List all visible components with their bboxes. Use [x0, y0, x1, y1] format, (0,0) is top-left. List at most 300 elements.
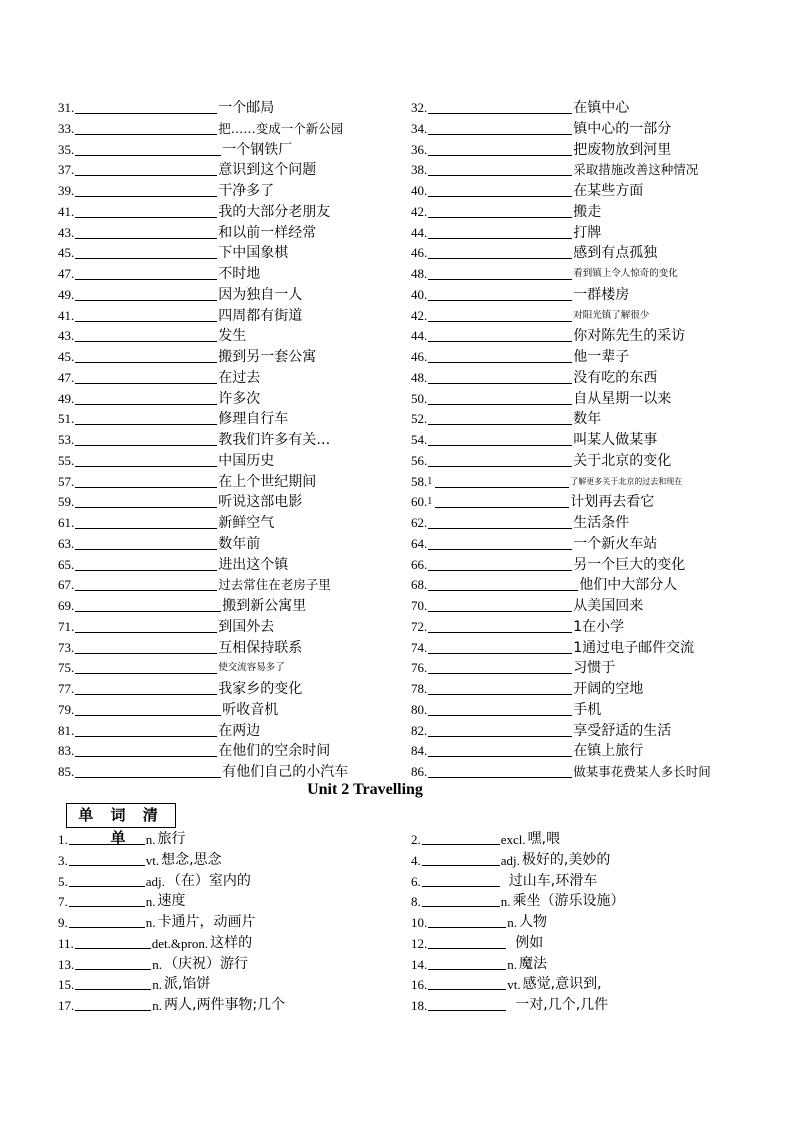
- answer-blank[interactable]: [422, 872, 500, 887]
- answer-blank[interactable]: [428, 99, 572, 114]
- phrase-meaning: 自从星期一以来: [573, 390, 672, 407]
- item-number: 80.: [411, 701, 428, 717]
- item-number: 78.: [411, 681, 428, 696]
- word-row: [411, 911, 547, 931]
- phrase-row: [411, 305, 649, 325]
- phrase-row: [411, 367, 657, 387]
- answer-blank[interactable]: [75, 934, 151, 949]
- answer-blank[interactable]: [428, 639, 572, 654]
- word-row: [411, 849, 610, 869]
- phrase-row: [58, 222, 316, 242]
- phrase-row: [411, 595, 643, 615]
- phrase-row: [411, 201, 601, 221]
- part-of-speech: adj.: [500, 852, 520, 868]
- answer-blank[interactable]: [75, 369, 217, 384]
- phrase-meaning: 在过去: [218, 369, 261, 386]
- item-number: 46.: [411, 245, 428, 261]
- answer-blank[interactable]: [428, 390, 572, 405]
- answer-blank[interactable]: [69, 872, 145, 887]
- item-number: 51.: [58, 411, 75, 427]
- answer-blank[interactable]: [75, 722, 217, 737]
- answer-blank[interactable]: [75, 975, 151, 990]
- answer-blank[interactable]: [75, 763, 221, 778]
- item-number: 79.: [58, 701, 75, 717]
- item-number: 48.: [411, 266, 428, 281]
- phrase-meaning: 在两边: [218, 722, 261, 739]
- answer-blank[interactable]: [428, 244, 572, 259]
- phrase-row: [58, 180, 274, 200]
- item-number: 49.: [58, 286, 75, 302]
- item-number: 81.: [58, 722, 75, 738]
- phrase-meaning: 数年: [573, 411, 602, 428]
- phrase-meaning: 1通过电子邮件交流: [573, 639, 695, 656]
- item-number: 49.: [58, 390, 75, 406]
- answer-blank[interactable]: [428, 410, 572, 425]
- answer-blank[interactable]: [428, 659, 572, 674]
- word-meaning: 魔法: [519, 955, 547, 972]
- item-number: 45.: [58, 349, 75, 364]
- blank-prefix: 1: [427, 496, 433, 508]
- word-row: [58, 828, 186, 848]
- word-meaning: 两人,两件事物;几个: [164, 997, 286, 1013]
- item-number: 61.: [58, 515, 75, 530]
- part-of-speech: n.: [145, 894, 156, 910]
- blank-prefix: 1: [427, 475, 433, 487]
- item-number: 15.: [58, 977, 75, 993]
- word-meaning: （在）室内的: [166, 872, 251, 889]
- phrase-row: [411, 554, 685, 574]
- item-number: 58.: [411, 473, 428, 489]
- word-row: [411, 828, 560, 848]
- answer-blank[interactable]: [75, 265, 217, 280]
- item-number: 16.: [411, 977, 428, 993]
- item-number: 31.: [58, 100, 75, 115]
- phrase-meaning: 中国历史: [218, 452, 275, 469]
- answer-blank[interactable]: [428, 327, 572, 342]
- phrase-row: [58, 450, 274, 470]
- phrase-meaning: 在镇上旅行: [573, 743, 644, 760]
- part-of-speech: det.&pron.: [151, 935, 209, 951]
- phrase-meaning: 干净多了: [218, 183, 275, 199]
- answer-blank[interactable]: [75, 141, 221, 156]
- answer-blank[interactable]: [75, 639, 217, 654]
- phrase-row: [58, 159, 316, 179]
- part-of-speech: n.: [145, 832, 156, 847]
- answer-blank[interactable]: [75, 514, 217, 529]
- item-number: 62.: [411, 515, 428, 530]
- part-of-speech: n.: [145, 915, 156, 930]
- item-number: 64.: [411, 535, 428, 551]
- item-number: 38.: [411, 162, 428, 178]
- item-number: 44.: [411, 328, 428, 344]
- answer-blank[interactable]: [428, 307, 572, 322]
- answer-blank[interactable]: [435, 493, 569, 508]
- phrase-row: [58, 678, 302, 698]
- phrase-row: [411, 263, 678, 283]
- item-number: 72.: [411, 618, 428, 634]
- part-of-speech: n.: [152, 977, 162, 993]
- word-row: [58, 953, 248, 973]
- item-number: 7.: [58, 894, 68, 910]
- item-number: 60.: [411, 494, 428, 510]
- phrase-meaning: 另一个巨大的变化: [573, 556, 686, 573]
- word-row: [58, 994, 285, 1014]
- item-number: 66.: [411, 556, 428, 572]
- phrase-row: [411, 450, 671, 470]
- item-number: 82.: [411, 722, 428, 738]
- answer-blank[interactable]: [69, 913, 145, 928]
- phrase-meaning: 下中国象棋: [218, 245, 289, 262]
- answer-blank[interactable]: [75, 99, 217, 114]
- part-of-speech: n.: [500, 894, 511, 910]
- item-number: 83.: [58, 743, 75, 759]
- phrase-row: [58, 367, 260, 387]
- answer-blank[interactable]: [428, 576, 578, 591]
- answer-blank[interactable]: [75, 473, 217, 488]
- answer-blank[interactable]: [75, 996, 151, 1011]
- item-number: 6.: [411, 873, 421, 889]
- item-number: 40.: [411, 286, 428, 302]
- phrase-meaning: 他们中大部分人: [579, 577, 678, 594]
- item-number: 10.: [411, 915, 428, 930]
- phrase-row: [58, 97, 274, 117]
- item-number: 41.: [58, 307, 75, 323]
- word-meaning: 想念,思念: [161, 851, 222, 868]
- answer-blank[interactable]: [75, 742, 217, 757]
- wordlist-heading: 单 词 清 单: [66, 803, 176, 828]
- word-row: [58, 911, 256, 931]
- phrase-row: [411, 222, 601, 242]
- word-row: [58, 973, 210, 993]
- phrase-meaning: 对阳光镇了解很少: [573, 309, 650, 321]
- answer-blank[interactable]: [428, 934, 506, 949]
- phrase-row: [58, 118, 343, 138]
- phrase-meaning: 他一辈子: [573, 349, 630, 365]
- phrase-row: [58, 720, 260, 740]
- word-meaning: 人物: [519, 914, 547, 930]
- phrase-meaning: 发生: [218, 328, 247, 345]
- part-of-speech: n.: [152, 956, 162, 972]
- phrase-row: [411, 720, 671, 740]
- phrase-row: [411, 491, 654, 511]
- answer-blank[interactable]: [75, 390, 217, 405]
- answer-blank[interactable]: [428, 701, 572, 716]
- item-number: 4.: [411, 852, 421, 868]
- word-row: [411, 932, 543, 952]
- answer-blank[interactable]: [69, 830, 145, 845]
- phrase-row: [58, 740, 330, 760]
- word-meaning: 速度: [157, 893, 186, 910]
- phrase-meaning: 关于北京的变化: [573, 452, 672, 469]
- item-number: 65.: [58, 556, 75, 572]
- item-number: 77.: [58, 681, 75, 696]
- item-number: 32.: [411, 100, 428, 115]
- phrase-meaning: 意识到这个问题: [218, 162, 317, 179]
- phrase-meaning: 开阔的空地: [573, 681, 644, 697]
- answer-blank[interactable]: [428, 224, 572, 239]
- answer-blank[interactable]: [75, 576, 217, 591]
- word-row: [411, 994, 608, 1014]
- answer-blank[interactable]: [428, 203, 572, 218]
- item-number: 34.: [411, 120, 428, 136]
- answer-blank[interactable]: [75, 701, 221, 716]
- phrase-meaning: 四周都有街道: [218, 307, 303, 324]
- item-number: 86.: [411, 764, 428, 779]
- word-meaning: 感觉,意识到,: [522, 976, 602, 993]
- phrase-row: [58, 533, 260, 553]
- phrase-meaning: 互相保持联系: [218, 639, 303, 656]
- phrase-meaning: 我家乡的变化: [218, 681, 303, 697]
- phrase-meaning: 在他们的空余时间: [218, 743, 331, 760]
- word-row: [58, 870, 251, 890]
- phrase-row: [58, 388, 260, 408]
- phrase-row: [411, 429, 657, 449]
- phrase-row: [58, 554, 288, 574]
- phrase-row: [411, 346, 629, 366]
- answer-blank[interactable]: [428, 348, 572, 363]
- phrase-meaning: 使交流容易多了: [218, 662, 285, 674]
- item-number: 74.: [411, 639, 428, 655]
- answer-blank[interactable]: [75, 431, 217, 446]
- word-meaning: （庆祝）游行: [164, 955, 248, 972]
- answer-blank[interactable]: [428, 975, 506, 990]
- phrase-meaning: 从美国回来: [573, 598, 644, 614]
- item-number: 59.: [58, 494, 75, 510]
- part-of-speech: n.: [507, 956, 517, 972]
- item-number: 42.: [411, 307, 428, 323]
- item-number: 36.: [411, 141, 428, 157]
- phrase-row: [58, 637, 302, 657]
- part-of-speech: n.: [507, 915, 517, 930]
- item-number: 41.: [58, 203, 75, 219]
- item-number: 47.: [58, 266, 75, 281]
- phrase-meaning: 习惯于: [573, 660, 616, 677]
- phrase-row: [58, 346, 316, 366]
- answer-blank[interactable]: [75, 556, 217, 571]
- item-number: 76.: [411, 660, 428, 676]
- phrase-row: [411, 512, 629, 532]
- word-meaning: 乘坐（游乐设施）: [512, 893, 625, 910]
- word-meaning: 卡通片，动画片: [157, 914, 256, 930]
- answer-blank[interactable]: [75, 348, 217, 363]
- item-number: 13.: [58, 956, 75, 972]
- item-number: 12.: [411, 935, 428, 951]
- phrase-meaning: 到国外去: [218, 618, 275, 635]
- item-number: 44.: [411, 224, 428, 240]
- phrase-meaning: 在上个世纪期间: [218, 473, 317, 490]
- phrase-row: [411, 388, 671, 408]
- item-number: 8.: [411, 894, 421, 910]
- item-number: 17.: [58, 998, 75, 1013]
- item-number: 43.: [58, 224, 75, 240]
- phrase-row: [58, 325, 246, 345]
- phrase-meaning: 做某事花费某人多长时间: [573, 764, 711, 779]
- phrase-meaning: 生活条件: [573, 515, 630, 531]
- phrase-meaning: 把废物放到河里: [573, 141, 672, 158]
- phrase-row: [58, 699, 278, 719]
- phrase-row: [411, 657, 615, 677]
- phrase-meaning: 一个邮局: [218, 100, 275, 116]
- phrase-row: [411, 616, 624, 636]
- answer-blank[interactable]: [75, 452, 217, 467]
- item-number: 14.: [411, 956, 428, 972]
- phrase-row: [411, 242, 657, 262]
- word-meaning: 嘿,喂: [527, 831, 561, 847]
- item-number: 11.: [58, 935, 74, 951]
- answer-blank[interactable]: [428, 996, 506, 1011]
- phrase-meaning: 把……变成一个新公园: [218, 120, 344, 136]
- answer-blank[interactable]: [428, 369, 572, 384]
- answer-blank[interactable]: [75, 307, 217, 322]
- phrase-meaning: 采取措施改善这种情况: [573, 162, 699, 178]
- phrase-row: [58, 657, 285, 677]
- phrase-row: [411, 533, 657, 553]
- item-number: 56.: [411, 452, 428, 468]
- phrase-row: [58, 595, 306, 615]
- part-of-speech: n.: [152, 998, 162, 1013]
- word-meaning: 派,馅饼: [164, 976, 211, 993]
- phrase-row: [411, 761, 711, 781]
- answer-blank[interactable]: [69, 851, 145, 866]
- answer-blank[interactable]: [428, 680, 572, 695]
- answer-blank[interactable]: [75, 955, 151, 970]
- answer-blank[interactable]: [75, 410, 217, 425]
- phrase-row: [411, 180, 643, 200]
- phrase-row: [58, 408, 288, 428]
- phrase-meaning: 听说这部电影: [218, 494, 303, 511]
- item-number: 40.: [411, 183, 428, 198]
- answer-blank[interactable]: [435, 473, 569, 488]
- answer-blank[interactable]: [428, 535, 572, 550]
- answer-blank[interactable]: [428, 722, 572, 737]
- phrase-meaning: 新鲜空气: [218, 515, 275, 531]
- unit-title: Unit 2 Travelling: [307, 781, 423, 798]
- answer-blank[interactable]: [428, 763, 572, 778]
- answer-blank[interactable]: [75, 182, 217, 197]
- answer-blank[interactable]: [422, 851, 500, 866]
- phrase-meaning: 感到有点孤独: [573, 245, 658, 262]
- phrase-row: [58, 305, 302, 325]
- answer-blank[interactable]: [428, 286, 572, 301]
- item-number: 75.: [58, 660, 75, 676]
- phrase-row: [58, 574, 331, 594]
- answer-blank[interactable]: [75, 597, 221, 612]
- answer-blank[interactable]: [428, 452, 572, 467]
- answer-blank[interactable]: [428, 955, 506, 970]
- phrase-row: [58, 512, 274, 532]
- answer-blank[interactable]: [428, 161, 572, 176]
- item-number: 70.: [411, 598, 428, 613]
- answer-blank[interactable]: [75, 618, 217, 633]
- item-number: 1.: [58, 832, 68, 847]
- item-number: 63.: [58, 535, 75, 551]
- phrase-row: [411, 139, 671, 159]
- item-number: 50.: [411, 390, 428, 406]
- phrase-row: [411, 118, 671, 138]
- answer-blank[interactable]: [75, 224, 217, 239]
- answer-blank[interactable]: [428, 597, 572, 612]
- answer-blank[interactable]: [69, 892, 145, 907]
- phrase-meaning: 搬到另一套公寓: [218, 349, 317, 365]
- answer-blank[interactable]: [428, 514, 572, 529]
- phrase-meaning: 1在小学: [573, 618, 625, 635]
- answer-blank[interactable]: [428, 182, 572, 197]
- word-row: [58, 849, 222, 869]
- word-meaning: 一对,几个,几件: [515, 997, 609, 1013]
- answer-blank[interactable]: [428, 556, 572, 571]
- phrase-row: [58, 139, 292, 159]
- answer-blank[interactable]: [75, 659, 217, 674]
- word-row: [411, 870, 597, 890]
- item-number: 45.: [58, 245, 75, 261]
- phrase-row: [411, 678, 643, 698]
- phrase-meaning: 进出这个镇: [218, 556, 289, 573]
- answer-blank[interactable]: [75, 244, 217, 259]
- answer-blank[interactable]: [75, 680, 217, 695]
- item-number: 67.: [58, 577, 75, 593]
- word-row: [411, 953, 547, 973]
- answer-blank[interactable]: [428, 431, 572, 446]
- answer-blank[interactable]: [428, 742, 572, 757]
- word-meaning: 过山车,环滑车: [508, 872, 598, 889]
- phrase-row: [411, 699, 601, 719]
- answer-blank[interactable]: [75, 161, 217, 176]
- word-meaning: 例如: [515, 934, 544, 951]
- answer-blank[interactable]: [428, 618, 572, 633]
- phrase-meaning: 计划再去看它: [570, 494, 655, 511]
- answer-blank[interactable]: [422, 830, 500, 845]
- phrase-row: [58, 491, 302, 511]
- phrase-meaning: 许多次: [218, 390, 261, 407]
- answer-blank[interactable]: [75, 535, 217, 550]
- phrase-meaning: 没有吃的东西: [573, 369, 658, 386]
- answer-blank[interactable]: [75, 120, 217, 135]
- phrase-meaning: 修理自行车: [218, 411, 289, 428]
- phrase-row: [411, 574, 677, 594]
- phrase-row: [58, 263, 260, 283]
- phrase-meaning: 我的大部分老朋友: [218, 203, 331, 220]
- phrase-meaning: 一个钢铁厂: [222, 141, 293, 158]
- answer-blank[interactable]: [422, 892, 500, 907]
- answer-blank[interactable]: [75, 493, 217, 508]
- answer-blank[interactable]: [75, 203, 217, 218]
- part-of-speech: excl.: [500, 832, 526, 847]
- answer-blank[interactable]: [428, 265, 572, 280]
- phrase-meaning: 看到镇上令人惊奇的变化: [573, 268, 678, 279]
- phrase-row: [411, 159, 698, 179]
- item-number: 54.: [411, 432, 428, 447]
- answer-blank[interactable]: [428, 141, 572, 156]
- phrase-meaning: 在镇中心: [573, 100, 630, 116]
- phrase-row: [411, 637, 694, 657]
- item-number: 37.: [58, 162, 75, 178]
- item-number: 48.: [411, 369, 428, 385]
- part-of-speech: vt.: [507, 977, 521, 993]
- item-number: 53.: [58, 432, 75, 447]
- phrase-meaning: 在某些方面: [573, 183, 644, 199]
- answer-blank[interactable]: [428, 120, 572, 135]
- phrase-row: [411, 408, 601, 428]
- answer-blank[interactable]: [75, 286, 217, 301]
- phrase-meaning: 不时地: [218, 266, 261, 282]
- phrase-row: [58, 284, 302, 304]
- answer-blank[interactable]: [75, 327, 217, 342]
- answer-blank[interactable]: [428, 913, 506, 928]
- item-number: 2.: [411, 832, 421, 847]
- phrase-meaning: 数年前: [218, 535, 261, 552]
- word-row: [58, 932, 252, 952]
- phrase-meaning: 有他们自己的小汽车: [222, 764, 349, 780]
